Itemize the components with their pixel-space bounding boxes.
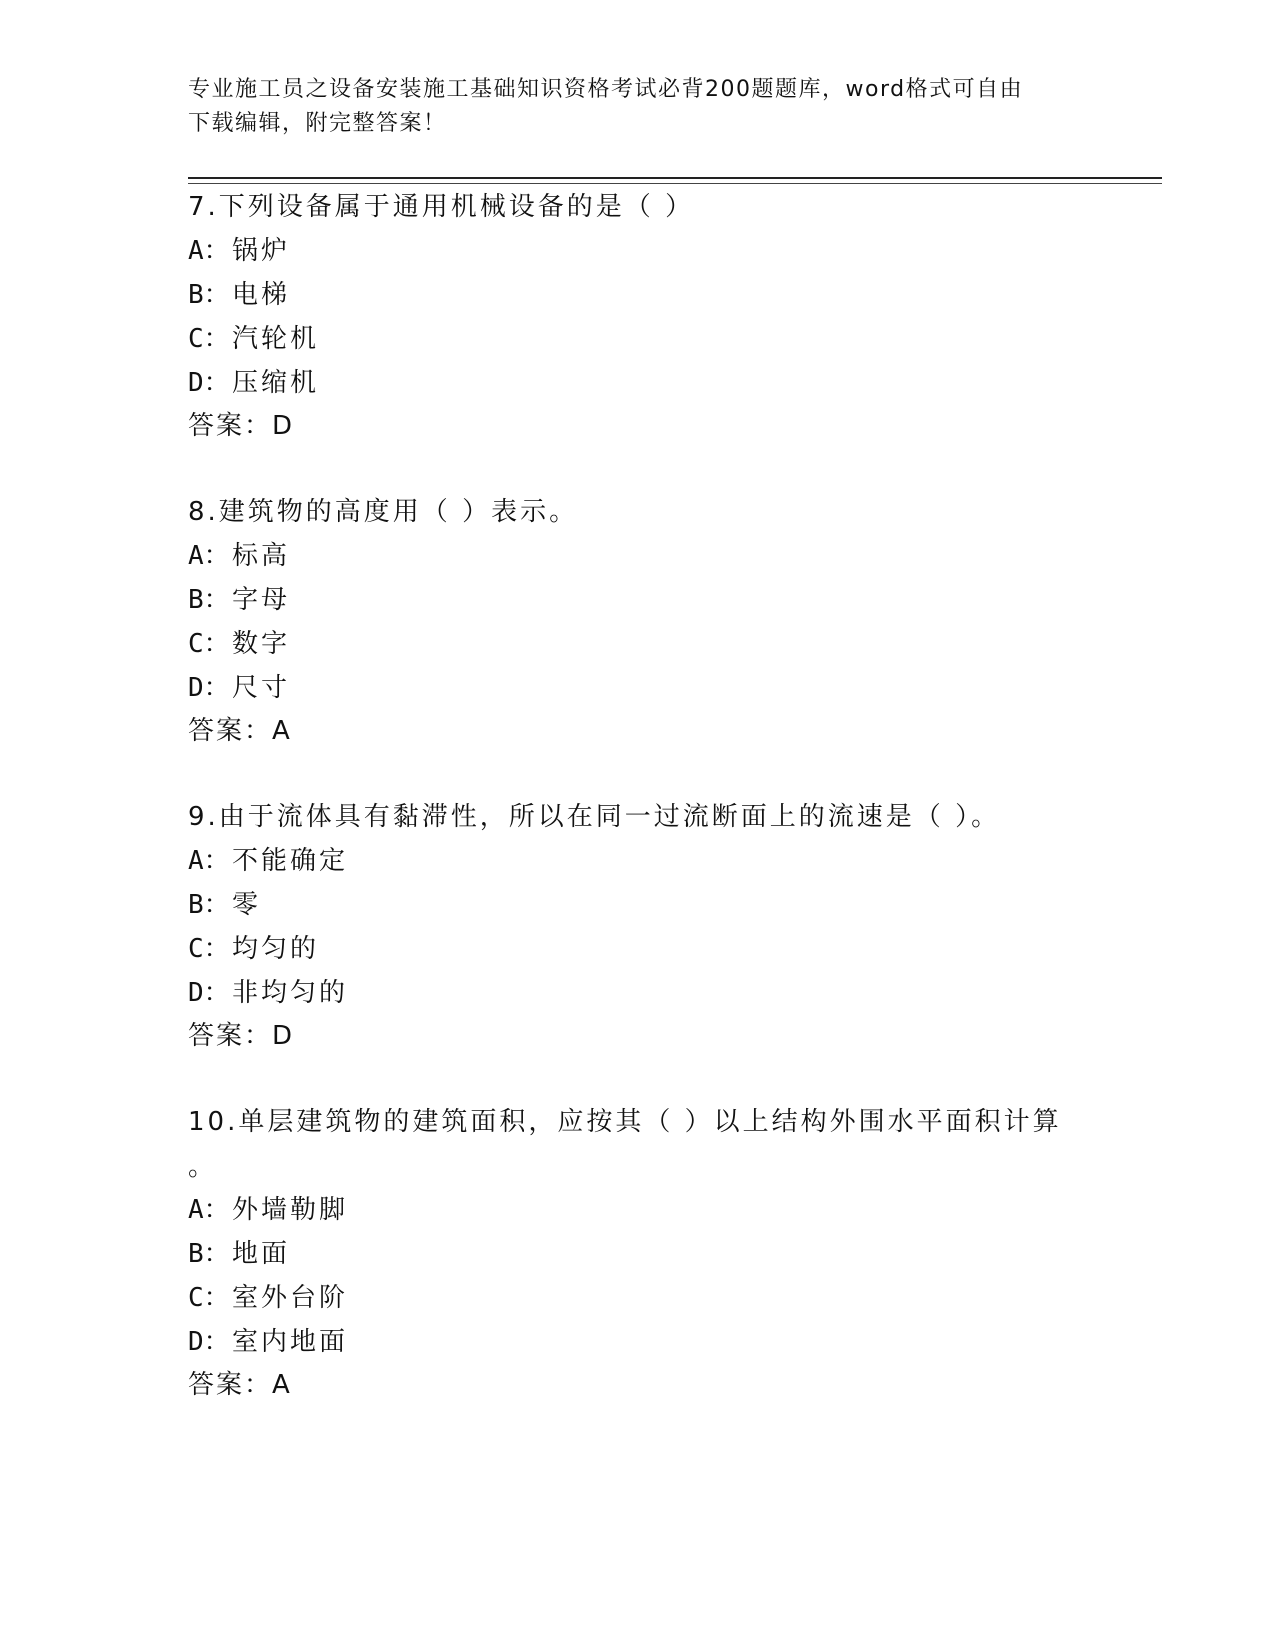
option-key: C： bbox=[188, 324, 230, 354]
question-7-stem: 7.下列设备属于通用机械设备的是（ ） bbox=[188, 192, 695, 222]
document-title-line-1: 专业施工员之设备安装施工基础知识资格考试必背200题题库，word格式可自由 bbox=[188, 77, 1024, 102]
option-text: 电梯 bbox=[232, 280, 291, 310]
option-key: B： bbox=[188, 1239, 230, 1269]
question-8-stem: 8.建筑物的高度用（ ）表示。 bbox=[188, 497, 579, 527]
option-text: 室外台阶 bbox=[232, 1283, 349, 1313]
option-key: A： bbox=[188, 541, 230, 571]
question-10-option-d bbox=[188, 1325, 348, 1359]
option-text: 不能确定 bbox=[232, 846, 349, 876]
question-8-answer: 答案：A bbox=[188, 716, 292, 746]
option-text: 字母 bbox=[232, 585, 291, 615]
document-title-line-2: 下载编辑，附完整答案！ bbox=[188, 111, 447, 136]
question-9-option-c bbox=[188, 932, 319, 966]
option-key: C： bbox=[188, 934, 230, 964]
option-text: 地面 bbox=[232, 1239, 291, 1269]
option-key: B： bbox=[188, 890, 230, 920]
option-text: 室内地面 bbox=[232, 1327, 349, 1357]
option-text: 非均匀的 bbox=[232, 978, 349, 1008]
option-text: 标高 bbox=[232, 541, 291, 571]
option-text: 零 bbox=[232, 890, 262, 920]
option-text: 汽轮机 bbox=[232, 324, 320, 354]
option-key: C： bbox=[188, 1283, 230, 1313]
option-text: 数字 bbox=[232, 629, 291, 659]
question-7-option-a bbox=[188, 234, 290, 268]
option-key: A： bbox=[188, 846, 230, 876]
option-key: A： bbox=[188, 236, 230, 266]
option-key: D： bbox=[188, 978, 230, 1008]
question-10-answer: 答案：A bbox=[188, 1370, 292, 1400]
question-9-stem: 9.由于流体具有黏滞性，所以在同一过流断面上的流速是（ ）。 bbox=[188, 802, 1001, 832]
option-key: D： bbox=[188, 673, 230, 703]
header-divider-thick bbox=[188, 177, 1162, 179]
question-10-stem: 10.单层建筑物的建筑面积，应按其（ ）以上结构外围水平面积计算 bbox=[188, 1107, 1062, 1137]
option-key: D： bbox=[188, 368, 230, 398]
option-key: C： bbox=[188, 629, 230, 659]
header-divider-thin bbox=[188, 183, 1162, 184]
question-9-answer: 答案：D bbox=[188, 1021, 295, 1051]
question-8-option-c bbox=[188, 627, 290, 661]
question-10-stem-continuation: 。 bbox=[188, 1152, 218, 1182]
question-7-option-c bbox=[188, 322, 319, 356]
option-key: D： bbox=[188, 1327, 230, 1357]
question-9-option-a bbox=[188, 844, 348, 878]
option-text: 尺寸 bbox=[232, 673, 291, 703]
question-7-option-b bbox=[188, 278, 290, 312]
option-text: 外墙勒脚 bbox=[232, 1195, 349, 1225]
question-9-option-d bbox=[188, 976, 348, 1010]
option-text: 锅炉 bbox=[232, 236, 291, 266]
option-text: 压缩机 bbox=[232, 368, 320, 398]
question-9-option-b bbox=[188, 888, 261, 922]
option-key: B： bbox=[188, 585, 230, 615]
question-8-option-b bbox=[188, 583, 290, 617]
option-key: A： bbox=[188, 1195, 230, 1225]
question-8-option-d bbox=[188, 671, 290, 705]
question-10-option-a bbox=[188, 1193, 348, 1227]
question-10-option-b bbox=[188, 1237, 290, 1271]
question-7-option-d bbox=[188, 366, 319, 400]
question-10-option-c bbox=[188, 1281, 348, 1315]
option-text: 均匀的 bbox=[232, 934, 320, 964]
question-8-option-a bbox=[188, 539, 290, 573]
question-7-answer: 答案：D bbox=[188, 411, 295, 441]
option-key: B： bbox=[188, 280, 230, 310]
